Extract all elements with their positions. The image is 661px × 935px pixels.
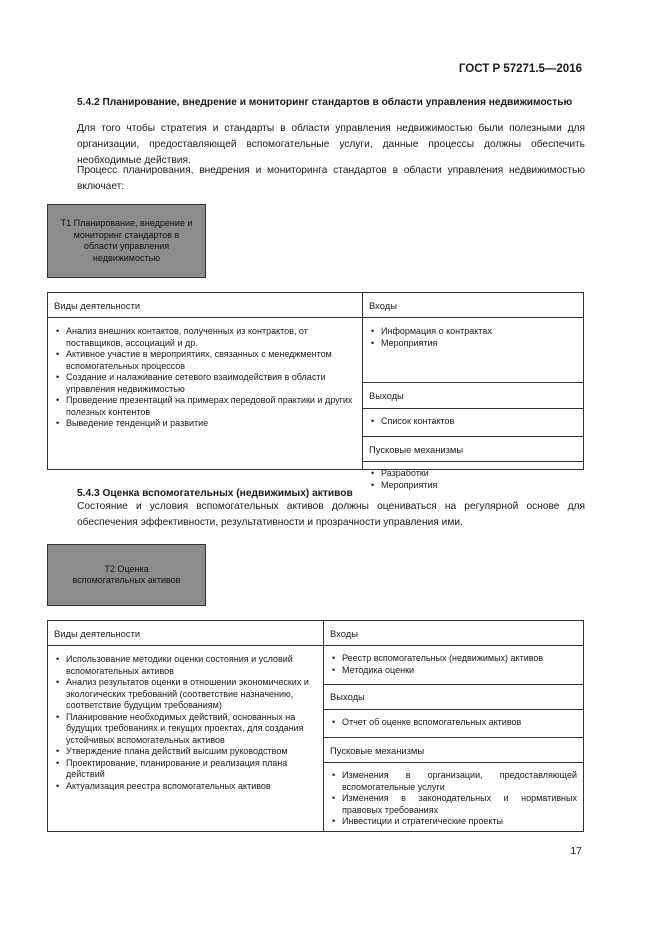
inputs-list bbox=[324, 646, 583, 676]
list-item: • Отчет об оценке вспомогательных активов bbox=[330, 717, 577, 729]
activities-header: Виды деятельности bbox=[48, 293, 362, 318]
list-item: • Утверждение плана действий высшим руководством bbox=[54, 746, 317, 758]
list-item: • Методика оценки bbox=[330, 665, 577, 677]
list-item: • Разработки bbox=[369, 468, 577, 480]
inputs-header: Входы bbox=[363, 293, 583, 318]
list-item: • Выведение тенденций и развитие bbox=[54, 418, 356, 430]
section-heading-542: 5.4.2 Планирование, внедрение и мониторинг стандартов в области управления недвижимостью bbox=[77, 97, 573, 108]
paragraph bbox=[47, 163, 585, 195]
list-item: • Инвестиции и стратегические проекты bbox=[330, 816, 577, 828]
outputs-header: Выходы bbox=[324, 685, 583, 710]
process-box-label: Т1 Планирование, внедрение и мониторинг стандартов в области управления недвижимостью bbox=[60, 218, 193, 263]
paragraph-text: Процесс планирования, внедрения и мониторинга стандартов в области управления недвижимостью включает: bbox=[77, 165, 585, 192]
outputs-list bbox=[324, 710, 583, 729]
triggers-list bbox=[324, 763, 583, 828]
inputs-section bbox=[324, 621, 583, 685]
paragraph bbox=[47, 121, 585, 169]
activities-header: Виды деятельности bbox=[48, 621, 323, 646]
outputs-section bbox=[363, 409, 583, 437]
process-table-t2 bbox=[47, 620, 584, 832]
process-table-t1 bbox=[47, 292, 584, 490]
outputs-header: Выходы bbox=[363, 383, 583, 409]
paragraph-text: Состояние и условия вспомогательных активов должны оцениваться на регулярной основе для обеспечения эффективности, результативности и прозрачности управления ими. bbox=[77, 501, 585, 528]
list-item: • Использование методики оценки состояния и условий вспомогательных активов bbox=[54, 654, 317, 677]
list-item: • Проведение презентаций на примерах передовой практики и других полезных контентов bbox=[54, 395, 356, 418]
list-item: • Список контактов bbox=[369, 416, 577, 428]
standard-number: ГОСТ Р 57271.5—2016 bbox=[458, 63, 582, 75]
outputs-header-row bbox=[324, 685, 583, 710]
outputs-section bbox=[324, 710, 583, 738]
triggers-section bbox=[324, 738, 583, 831]
process-box-t1 bbox=[47, 204, 206, 278]
list-item: • Реестр вспомогательных (недвижимых) активов bbox=[330, 653, 577, 665]
right-column bbox=[324, 621, 583, 831]
right-column bbox=[363, 293, 583, 490]
activities-column bbox=[48, 293, 363, 469]
outputs-header-row bbox=[363, 383, 583, 409]
list-item: • Создание и налаживание сетевого взаимодействия в области управления недвижимостью bbox=[54, 372, 356, 395]
process-box-label: Т2 Оценка вспомогательных активов bbox=[72, 563, 181, 585]
list-item: • Мероприятия bbox=[369, 480, 577, 492]
triggers-header: Пусковые механизмы bbox=[324, 738, 583, 763]
outputs-list bbox=[363, 409, 583, 428]
section-heading-543: 5.4.3 Оценка вспомогательных (недвижимых) активов bbox=[77, 488, 353, 499]
list-item: • Анализ результатов оценки в отношении экономических и экологических требований (соответствие назначению, соответствие будущим требованиям) bbox=[54, 677, 317, 712]
list-item: • Изменения в организации, предоставляющей вспомогательные услуги bbox=[330, 770, 577, 793]
triggers-header: Пусковые механизмы bbox=[363, 437, 583, 462]
list-item: • Изменения в законодательных и нормативных правовых требованиях bbox=[330, 793, 577, 816]
inputs-header: Входы bbox=[324, 621, 583, 646]
process-box-t2 bbox=[47, 544, 206, 606]
list-item: • Актуализация реестра вспомогательных активов bbox=[54, 781, 317, 793]
list-item: • Информация о контрактах bbox=[369, 326, 577, 338]
inputs-list bbox=[363, 318, 583, 349]
list-item: • Анализ внешних контактов, полученных из контрактов, от поставщиков, ассоциаций и др. bbox=[54, 326, 356, 349]
activities-list bbox=[48, 646, 323, 792]
list-item: • Проектирование, планирование и реализация плана действий bbox=[54, 758, 317, 781]
paragraph-text: Для того чтобы стратегия и стандарты в области управления недвижимостью были полезными для организации, предоставляющей вспомогательные услуги, данные процессы должны обеспечить необходимые действия. bbox=[77, 123, 585, 166]
list-item: • Мероприятия bbox=[369, 338, 577, 350]
list-item: • Активное участие в мероприятиях, связанных с менеджментом вспомогательных процессов bbox=[54, 349, 356, 372]
activities-list bbox=[48, 318, 362, 430]
list-item: • Планирование необходимых действий, основанных на будущих требованиях и текущих проектах, для создания устойчивых вспомогательных активов bbox=[54, 712, 317, 747]
activities-column bbox=[48, 621, 324, 831]
inputs-section bbox=[363, 293, 583, 383]
page-number: 17 bbox=[570, 845, 582, 857]
paragraph bbox=[47, 499, 585, 531]
triggers-section bbox=[363, 437, 583, 490]
